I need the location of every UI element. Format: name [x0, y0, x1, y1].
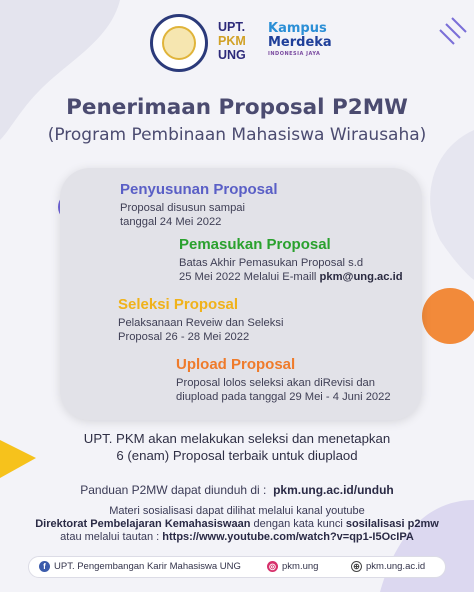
upt-logo-line2: PKM — [218, 34, 246, 48]
search-keyword: sosilalisasi p2mw — [345, 518, 439, 530]
section-line: Proposal lolos seleksi akan diRevisi dan — [176, 377, 375, 389]
section-body — [179, 256, 403, 284]
section-body — [118, 316, 283, 344]
section-title: Seleksi Proposal — [118, 296, 239, 313]
section-line — [179, 270, 403, 284]
section-pemasukan — [179, 236, 403, 284]
announcement-line: UPT. PKM akan melakukan seleksi dan menetapkan — [83, 431, 391, 446]
footer-facebook[interactable] — [39, 561, 241, 572]
materi-text: atau melalui tautan : — [60, 531, 163, 543]
kampus-logo-tagline: INDONESIA JAYA — [268, 51, 321, 57]
announcement-line: 6 (enam) Proposal terbaik untuk diuplaod — [116, 448, 358, 463]
panduan-url-link[interactable]: pkm.ung.ac.id/unduh — [273, 483, 394, 497]
facebook-label: UPT. Pengembangan Karir Mahasiswa UNG — [54, 561, 241, 572]
globe-icon: ⊕ — [351, 561, 362, 572]
kampus-logo-line1: Kampus — [268, 21, 327, 36]
facebook-icon: f — [39, 561, 50, 572]
section-line: Proposal 26 - 28 Mei 2022 — [118, 331, 250, 343]
page-subtitle: (Program Pembinaan Mahasiswa Wirausaha) — [47, 125, 427, 145]
upt-logo-line1: UPT. — [218, 20, 246, 34]
kampus-merdeka-logo — [268, 22, 338, 58]
seal-emblem-icon — [162, 26, 196, 60]
materi-text: dengan kata kunci — [250, 518, 346, 530]
website-label: pkm.ung.ac.id — [366, 561, 426, 572]
upt-logo-line3: UNG — [218, 48, 246, 62]
channel-name: Direktorat Pembelajaran Kemahasiswaan — [35, 518, 251, 530]
section-title: Penyusunan Proposal — [120, 181, 278, 198]
section-line: Proposal disusun sampai — [120, 202, 245, 214]
footer-website[interactable] — [351, 561, 425, 572]
upt-pkm-logo — [218, 20, 258, 62]
materi-line — [0, 518, 474, 531]
section-line-text: 25 Mei 2022 Melalui E-maill — [179, 271, 320, 283]
section-title: Pemasukan Proposal — [179, 236, 331, 253]
section-title: Upload Proposal — [176, 356, 296, 373]
section-upload — [176, 356, 391, 404]
instagram-label: pkm.ung — [282, 561, 319, 572]
materi-line: Materi sosialisasi dapat dilihat melalui kanal youtube — [109, 505, 365, 517]
section-line: diupload pada tanggal 29 Mei - 4 Juni 2022 — [176, 391, 391, 403]
page-title: Penerimaan Proposal P2MW — [66, 95, 408, 120]
instagram-icon: ◎ — [267, 561, 278, 572]
section-seleksi — [118, 296, 283, 344]
section-line: Batas Akhir Pemasukan Proposal s.d — [179, 257, 364, 269]
materi-line — [0, 531, 474, 544]
materi-sosialisasi — [0, 505, 474, 544]
section-body — [176, 376, 391, 404]
youtube-url-link[interactable]: https://www.youtube.com/watch?v=qp1-I5OcIPA — [162, 531, 414, 543]
section-line: tanggal 24 Mei 2022 — [120, 216, 222, 228]
university-seal-logo — [150, 14, 208, 72]
section-body — [120, 201, 278, 229]
panduan-download — [0, 483, 474, 497]
logo-row — [150, 14, 390, 74]
panduan-text: Panduan P2MW dapat diunduh di : — [80, 483, 267, 497]
announcement — [0, 430, 474, 464]
section-penyusunan — [120, 181, 278, 229]
kampus-logo-line2: Merdeka — [268, 35, 332, 50]
footer-bar — [28, 556, 446, 578]
footer-instagram[interactable] — [267, 561, 318, 572]
section-line: Pelaksanaan Reveiw dan Seleksi — [118, 317, 284, 329]
email-link[interactable]: pkm@ung.ac.id — [319, 271, 403, 283]
